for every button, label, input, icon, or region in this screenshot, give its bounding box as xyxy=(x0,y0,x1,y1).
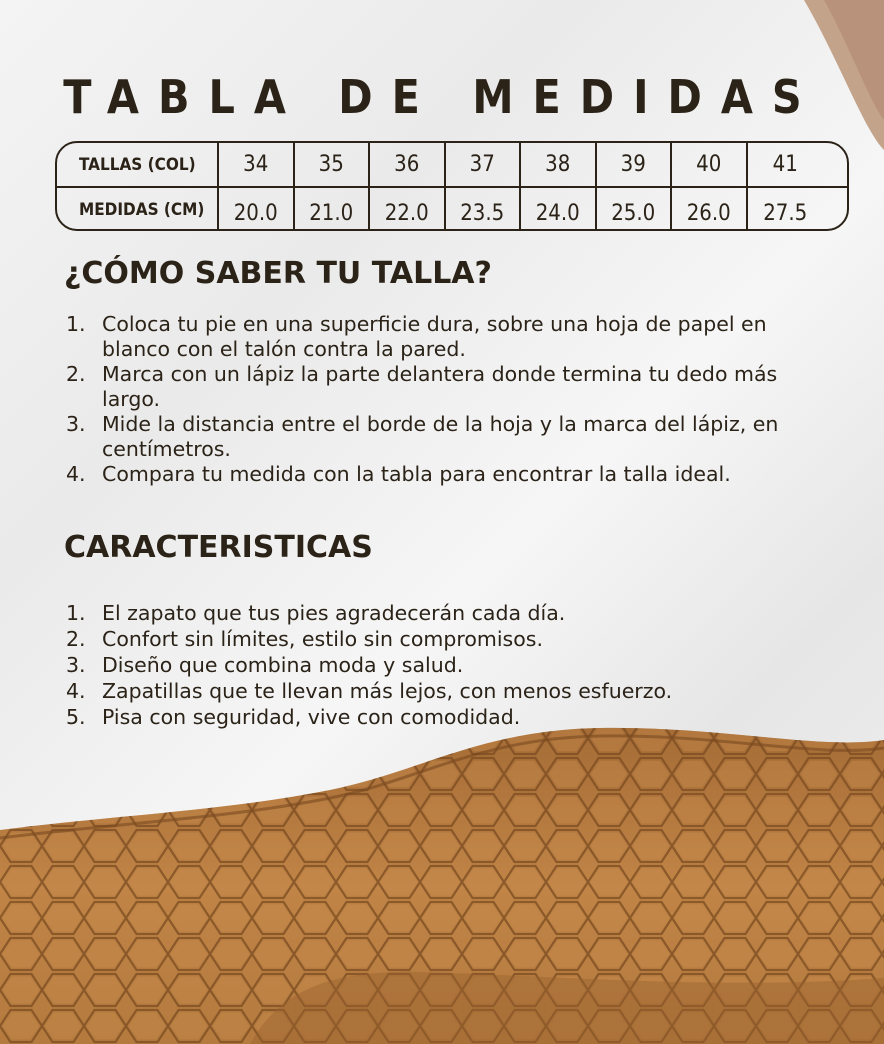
measure-cell: 26.0 xyxy=(672,188,748,231)
feature-text: Confort sin límites, estilo sin compromisos. xyxy=(102,627,543,651)
step-number: 4. xyxy=(66,462,86,486)
feature-number: 4. xyxy=(66,679,86,703)
shoe-sole-image xyxy=(0,720,884,1044)
how-to-steps xyxy=(66,312,826,487)
list-item xyxy=(66,626,826,652)
features-list xyxy=(66,600,826,730)
sizes-row-label: TALLAS (COL) xyxy=(57,143,219,186)
page-title: TABLA DE MEDIDAS xyxy=(63,70,821,124)
step-text: Coloca tu pie en una superficie dura, sobre una hoja de papel en blanco con el talón contra la pared. xyxy=(102,312,767,361)
feature-number: 1. xyxy=(66,601,86,625)
size-cell: 35 xyxy=(295,143,371,186)
list-item xyxy=(66,362,826,412)
list-item xyxy=(66,678,826,704)
step-number: 3. xyxy=(66,412,86,436)
feature-text: Diseño que combina moda y salud. xyxy=(102,653,464,677)
list-item xyxy=(66,412,826,462)
size-cell: 40 xyxy=(672,143,748,186)
size-table xyxy=(55,141,849,231)
step-text: Marca con un lápiz la parte delantera donde termina tu dedo más largo. xyxy=(102,362,778,411)
sizes-row xyxy=(57,143,847,188)
list-item xyxy=(66,462,826,487)
step-text: Mide la distancia entre el borde de la hoja y la marca del lápiz, en centímetros. xyxy=(102,412,779,461)
feature-number: 2. xyxy=(66,627,86,651)
size-cell: 36 xyxy=(370,143,446,186)
feature-text: El zapato que tus pies agradecerán cada día. xyxy=(102,601,566,625)
measure-cell: 22.0 xyxy=(370,188,446,231)
measures-row-label: MEDIDAS (CM) xyxy=(57,188,219,231)
step-number: 2. xyxy=(66,362,86,386)
step-number: 1. xyxy=(66,312,86,336)
measure-cell: 24.0 xyxy=(521,188,597,231)
list-item xyxy=(66,312,826,362)
size-cell: 41 xyxy=(772,152,798,177)
measure-cell: 23.5 xyxy=(446,188,522,231)
size-cell: 37 xyxy=(446,143,522,186)
feature-number: 3. xyxy=(66,653,86,677)
feature-text: Pisa con seguridad, vive con comodidad. xyxy=(102,705,521,729)
feature-text: Zapatillas que te llevan más lejos, con menos esfuerzo. xyxy=(102,679,673,703)
measure-cell: 25.0 xyxy=(597,188,673,231)
measure-cell: 20.0 xyxy=(219,188,295,231)
features-heading: CARACTERISTICAS xyxy=(64,530,373,565)
list-item xyxy=(66,600,826,626)
measure-cell: 21.0 xyxy=(295,188,371,231)
how-to-heading: ¿CÓMO SABER TU TALLA? xyxy=(64,256,492,291)
step-text: Compara tu medida con la tabla para encontrar la talla ideal. xyxy=(102,462,731,486)
size-cell: 39 xyxy=(597,143,673,186)
size-cell: 38 xyxy=(521,143,597,186)
measures-row xyxy=(57,188,847,231)
list-item xyxy=(66,652,826,678)
feature-number: 5. xyxy=(66,705,86,729)
measure-cell: 27.5 xyxy=(763,201,808,226)
size-cell: 34 xyxy=(219,143,295,186)
